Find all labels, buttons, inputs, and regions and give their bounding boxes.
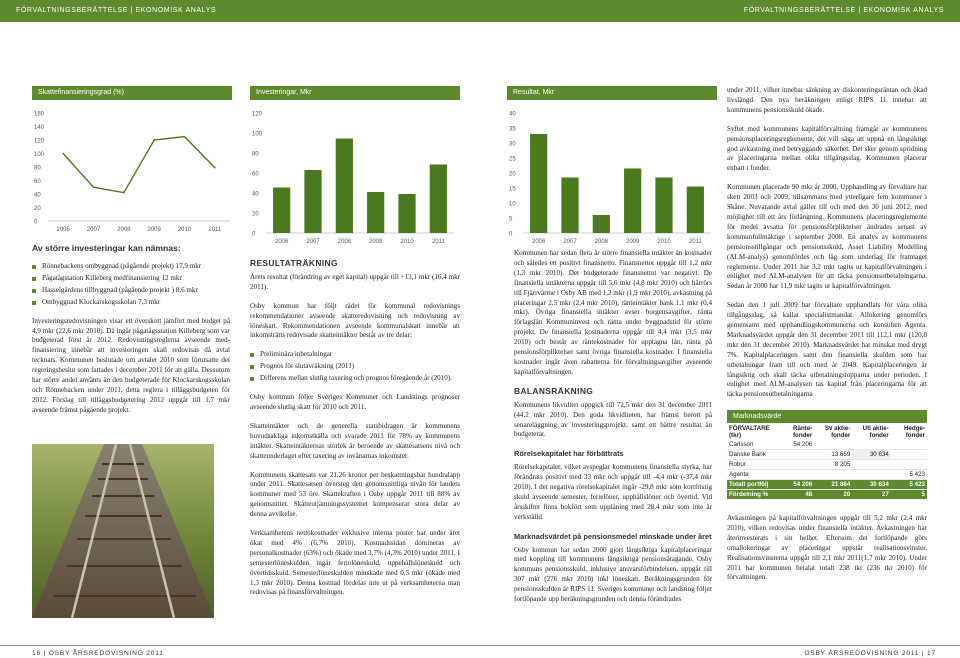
pension-paragraph: Osby kommun har sedan 2000 gjort långsiktiga kapitalplaceringar med koppling till kommunens långsiktiga pensionsåtagande. Osby kommuns pensionsskuld, inklusive ansvarsförbindelsen, uppgår till 307 mkr (276 mkr 2010) inkl löneskatt. Beräkningsgrunden för pensionsskulden är RIPS 11. Sveriges kommuner och landsting följer fortlöpande upp beräkningsgrunden och denna förändrades xyxy=(514,545,712,604)
right2-paragraph: Sedan den 1 juli 2009 har förvaltare upphandlats för våra olika tillgångsslag, så kallat specialistmandat. Allokering genomförs gemensamt med upphandlingskommunerna och konsulten Agenta. Marknadsvärdet uppgår den 31 december 2011 till 112,1 mkr (120,8 mkr den 31 december 2010). Marknadsvärdet har minskat med drygt 7%. Kapitalplaceringen samt den finansiella skulden som har utbetalningar fram till och med år 2049. Kapitalplaceringen är långsiktig och skall täcka utbetalningstopparna under perioden. I enlighet med ALM-analysen tas kapital från placeringarna för att täcka pensionsutbetalningarna xyxy=(727,301,927,399)
finance-paragraph: Kommunen har sedan flera år större finansiella intäkter än kostnader och således ett positivt finansnetto. Finansnettot uppgår till 1,2 mkr (1,3 mkr 2010). Det budgeterade finansnettot var negativt. De finansiella intäkterna uppgår till 5,6 mkr (4,8 mkr 2010) och härrörs till Fjärrvärme i Osby AB med 1,2 mkr (1,9 mkr 2010), avkastning på placeringar 2,5 mkr (2,4 mkr 2010), ränteintäkter bank 1,1 mkr (0,4 mkr). Övriga finansiella intäkter avser borgensavgifter, ränta förlagslån Kommuninvest och ränta under byggnadstid för större projekt. De finansiella kostnaderna uppgår till 4,4 mkr (3,5 mkr 2010) och består av räntekostnader för upptagna lån, ränta på pensionsförpliktelser samt övriga finansiella kostnader. I finansiella kostnader ingår även rabatterna för förvaltningsavgifter avseende kapitalförvaltningen. xyxy=(514,249,713,376)
mid-paragraph: Årets resultat (förändring av eget kapital) uppgår till +13,1 mkr (16,4 mkr 2011). xyxy=(250,272,460,291)
bar xyxy=(624,169,641,234)
table-cell: 54 206 xyxy=(780,440,814,450)
y-tick-label: 60 xyxy=(252,171,259,178)
line-point xyxy=(153,139,155,141)
table-cell: 48 xyxy=(780,490,814,500)
table-cell: 54 206 xyxy=(780,480,814,490)
table-header: Sv aktie-fonder xyxy=(814,424,852,440)
working-capital-title: Rörelsekapitalet har förbättrats xyxy=(514,449,624,459)
list-item: Hasselgårdens tillbyggnad (pågående projekt ) 8,6 mkr xyxy=(32,286,230,296)
table-cell: 5 xyxy=(891,490,927,500)
bar xyxy=(655,178,672,234)
y-tick-label: 100 xyxy=(34,152,45,158)
table-cell: 30 634 xyxy=(852,450,890,460)
table-cell: 5 423 xyxy=(891,480,927,490)
table-cell: 13 659 xyxy=(814,450,852,460)
y-tick-label: 40 xyxy=(252,191,259,198)
y-tick-label: 30 xyxy=(509,141,516,148)
bar xyxy=(530,134,547,233)
bar xyxy=(367,192,384,233)
table-cell: 30 634 xyxy=(852,480,890,490)
x-tick-label: 2007 xyxy=(563,239,577,245)
y-tick-label: 60 xyxy=(34,179,41,185)
x-tick-label: 2008 xyxy=(594,239,609,245)
investment-paragraph: Investeringsredovisningen visar ett överskott jämfört med budget på 4,9 mkr (22,6 mkr 2010). Då ingår pågatågsstation Killeberg som var budgeterad först år 2012. Redovisningsreglerna avseende med-finansiering innebär att investeringen skall redovisas då avtal tecknats. Kommunen beslutade om avtalet 2010 som förutsatte det regeringsbeslut som fattades i december 2011 för att gälla. Dessutom har större andel använts än den budgeterade för Klockarskogsskolan och Rönnebacken under 2011, detta reglera i tilläggsbudgeten för 2012. Förslag till tilläggsbudgetering 2012 uppgår till 1,7 mkr avseende främst pågående projekt. xyxy=(32,316,230,414)
footer-right: OSBY ÅRSREDOVISNING 2011 | 17 xyxy=(804,650,936,657)
table-header: FÖRVALTARE (tkr) xyxy=(727,424,780,440)
working-capital-paragraph: Rörelsekapitalet, vilket avspeglar kommunens finansiella styrka, har förändrats positivt med 33 mkr och uppgår till -4,4 mkr (-37,4 mkr 2010). I det negativa rörelsekapitalet ingår -29,8 mkr som kortfristig skuld avseende semester, ferielöner, upphållslöner och övertid. Vid årsskiftet finns bokfört som upplåning med 28,4 mkr som inte är verkställd. xyxy=(514,463,712,521)
table-header: Hedge-fonder xyxy=(891,424,927,440)
y-tick-label: 25 xyxy=(509,156,516,163)
y-tick-label: 100 xyxy=(252,131,263,138)
x-tick-label: 2009 xyxy=(625,239,640,245)
x-tick-label: 2008 xyxy=(117,227,131,233)
y-tick-label: 20 xyxy=(509,171,516,178)
x-tick-label: 2011 xyxy=(431,239,445,245)
market-value-table xyxy=(727,424,927,500)
x-tick-label: 2010 xyxy=(400,239,414,245)
chart3-title: Resultat, Mkr xyxy=(507,86,717,100)
mid-paragraph: Verksamhetens nettokostnader exklusive interna poster har under året ökat med 4% (6,7% 2010). Kostnadssidan domineras av personalkostnader (63%) och ökade med 3,7% (4,3% 2010) under 2011. I semesterlöneskulden ingår feriolöneskuld, uppehållslöneskuld och övertidsskuld. Semesterlöneskulden minskade med 0,5 mkr (ökade med 1,3 mkr 2010). Denna kostnad fördelas inte ut på verksamheterna utan redovisas på finansförvaltningen. xyxy=(250,529,460,597)
tax-financing-chart xyxy=(32,103,232,238)
y-tick-label: 140 xyxy=(34,125,45,131)
table-row xyxy=(727,470,927,480)
table-cell xyxy=(891,450,927,460)
table-total-row xyxy=(727,480,927,490)
series-line xyxy=(63,137,215,193)
x-tick-label: 2011 xyxy=(208,227,222,233)
table-cell: 8 205 xyxy=(814,460,852,470)
table-cell xyxy=(852,440,890,450)
table-header: Ränte-fonder xyxy=(780,424,814,440)
market-value-title: Marknadsvärde xyxy=(727,410,927,423)
liquidity-paragraph: Kommunens likviditet uppgick till 72,5 mkr den 31 december 2011 (44,2 mkr 2010). Den goda likviditeten, har främst berott på senareläggning av investeringsprojekt, samt ett bättre resultat än budgeterat. xyxy=(514,400,712,439)
line-point xyxy=(214,167,216,169)
balance-sheet-title: BALANSRÄKNING xyxy=(514,385,594,396)
table-cell: 27 xyxy=(852,490,890,500)
bar xyxy=(398,194,415,233)
table-cell xyxy=(780,460,814,470)
table-row xyxy=(727,440,927,450)
table-cell: Totalt portfölj xyxy=(727,480,780,490)
bar xyxy=(304,170,321,233)
table-cell: Carlsson xyxy=(727,440,780,450)
bar xyxy=(336,139,353,234)
x-tick-label: 2009 xyxy=(147,227,161,233)
mid-paragraph: Skatteintäkter och de generella statsbidragen är kommunens huvudsakliga inkomstkälla och svarade 2011 för 78% av kommunens intäkter. Skatteintäkternas storlek är beroende av skattesatsens nivå och skatteunderlaget efter taxering av invånarnas inkomster. xyxy=(250,421,460,460)
list-item: Differens mellan slutlig taxering och prognos föregående år (2010). xyxy=(250,374,460,384)
income-statement-title: RESULTATRÄKNING xyxy=(250,258,338,268)
investment-list xyxy=(32,262,230,308)
table-cell: Agenta xyxy=(727,470,780,480)
x-tick-label: 2009 xyxy=(368,239,383,245)
table-cell xyxy=(814,440,852,450)
x-tick-label: 2008 xyxy=(337,239,352,245)
x-tick-label: 2010 xyxy=(177,227,192,233)
header-left: FÖRVALTNINGSBERÄTTELSE | EKONOMISK ANALYS xyxy=(16,7,217,14)
x-tick-label: 2006 xyxy=(274,239,289,245)
list-item: Pågatågstation Killeberg medfinansiering 12 mkr xyxy=(32,274,230,284)
bar xyxy=(561,178,578,234)
header-bar xyxy=(0,0,960,22)
table-row xyxy=(727,450,927,460)
table-cell: 20 xyxy=(814,490,852,500)
right2-paragraph: Kommunen placerade 90 mkr år 2000. Upphandling av förvaltare har skett 2003 och 2009, tillsammans med ytterligare fem kommuner i Skåne. Nuvarande avtal gäller till och med den 30 juni 2012, med möjlighet till ett års förlängning. Kommunens placeringsreglemente för medel avsatta för pensionsförpliktelser ändrades senast av kommunfullmäktige i september 2008. En analys av kommunens pensionsstillgångar och pensionsskuld, Asset Liability Modelling (ALM-analys) genomfördes och låg som underlag för framtaget reglemente. Under 2011 har 3,2 mkr tagits ur kapitalförvaltningen i enlighet med ALM-analysen för att täcka pensionsutbetalningarna. Sedan år 2000 har 11,9 mkr tagits ur kapitalförvaltningen. xyxy=(727,183,927,291)
right2-paragraph: Syftet med kommunens kapitalförvaltning framgår av kommunens pensionsplaceringsreglemente, det vill säga att uppnå en långsiktigt god avkastning med betryggande säkerhet. Det sker genom spridning av placeringarna mellan olika tillgångsslag. Kommunen placerar enbart i fonder. xyxy=(727,124,927,173)
y-tick-label: 120 xyxy=(34,138,45,145)
table-row xyxy=(727,460,927,470)
chart2-title: Investeringar, Mkr xyxy=(250,86,460,100)
x-tick-label: 2011 xyxy=(688,239,702,245)
list-item: Prognos för slutavräkning (2011) xyxy=(250,362,460,372)
footer-line xyxy=(0,645,960,646)
x-tick-label: 2007 xyxy=(306,239,320,245)
mid-paragraph: Kommunens skattesats var 21,26 kronor per beskattningsbar hundralapp under 2011. Skattesatsen översteg den genomsnittliga nivån för landets kommuner med 53 öre. Skattekraften i Osby uppgår 2011 till 88% av genomsnittet. Skatteutjämningssystemet kompenserar stora delar av denna avvikelse. xyxy=(250,470,460,519)
mid-paragraph: Osby kommun har följt rådet för kommunal redovisnings rekommendationer avseende skatteredovisning och redovisning av löneskatt. Rekommendationen avseende kommunalskatt innebär att inkomsträtts redovisade skatteintäkter består av tre delar: xyxy=(250,301,460,340)
x-tick-label: 2007 xyxy=(86,227,101,233)
table-cell xyxy=(780,470,814,480)
table-distribution-row xyxy=(727,490,927,500)
y-tick-label: 40 xyxy=(34,192,41,199)
tax-list xyxy=(250,350,460,384)
table-cell: 5 423 xyxy=(891,470,927,480)
list-item: Ombyggnad Klockarskogsskolan 7,3 mkr xyxy=(32,298,230,308)
y-tick-label: 10 xyxy=(509,201,516,208)
y-tick-label: 35 xyxy=(509,126,516,133)
table-cell xyxy=(852,460,890,470)
table-cell: 21 864 xyxy=(814,480,852,490)
result-chart xyxy=(507,103,717,248)
y-tick-label: 15 xyxy=(509,186,516,193)
table-cell xyxy=(891,460,927,470)
table-cell xyxy=(780,450,814,460)
table-cell: Danske Bank xyxy=(727,450,780,460)
y-tick-label: 80 xyxy=(252,151,259,158)
right2-paragraph: under 2011, vilket innebar sänkning av diskonteringsräntan och ökad livslängd. Den nya beräkningen enligt RIPS 11 innebar att kommunens pensionsskuld ökade. xyxy=(727,86,927,114)
table-cell xyxy=(814,470,852,480)
line-point xyxy=(62,153,64,155)
bar xyxy=(593,215,610,233)
right-column-2 xyxy=(727,86,927,409)
y-tick-label: 0 xyxy=(34,219,38,226)
pension-title: Marknadsvärdet på pensionsmedel minskade under året xyxy=(514,531,712,541)
railway-photo xyxy=(32,444,214,618)
table-cell: Fördelning % xyxy=(727,490,780,500)
right-column-1 xyxy=(514,249,712,614)
y-tick-label: 120 xyxy=(252,111,263,118)
investments-heading: Av större investeringar kan nämnas: xyxy=(32,243,181,253)
y-tick-label: 40 xyxy=(509,111,516,118)
mid-column xyxy=(250,255,460,607)
y-tick-label: 0 xyxy=(252,231,256,238)
left-column xyxy=(32,262,230,425)
y-tick-label: 20 xyxy=(34,206,41,212)
return-column xyxy=(727,514,927,592)
investments-chart xyxy=(250,103,460,248)
table-cell: Robur xyxy=(727,460,780,470)
table-cell xyxy=(891,440,927,450)
header-right: FÖRVALTNINGSBERÄTTELSE | EKONOMISK ANALYS xyxy=(743,7,944,14)
footer-left: 16 | OSBY ÅRSREDOVISNING 2011 xyxy=(32,650,164,657)
line-point xyxy=(93,186,95,188)
bar xyxy=(430,165,447,234)
return-paragraph: Avkastningen på kapitalförvaltningen uppgår till 5,2 mkr (2,4 mkr 2010), vilken redovisas under finansiella intäkter. Avkastningen har återinvesterats i sin helhet. Eftersom det fortlöpande görs omallokeringar av placeringar uppstår realisationsvinster. Realisationsvinsterna uppgår till 2,1 mkr 2011(1,7 mkr 2010). Under 2011 har kommunen betalat totalt 238 tkr (236 tkr 2010) för förvaltningen. xyxy=(727,514,927,582)
line-point xyxy=(184,136,186,138)
y-tick-label: 160 xyxy=(34,111,45,118)
y-tick-label: 20 xyxy=(252,211,259,218)
list-item: Rönnebackens ombyggnad (pågående projekt) 17,9 mkr xyxy=(32,262,230,272)
table-header: Utl aktie-fonder xyxy=(852,424,890,440)
y-tick-label: 0 xyxy=(509,231,513,238)
mid-paragraph: Osby kommun följer Sveriges Kommuner och Landstings prognoser avseende slutlig skatt för 2010 och 2011. xyxy=(250,393,460,411)
bar xyxy=(687,187,704,234)
x-tick-label: 2006 xyxy=(56,227,70,233)
x-tick-label: 2006 xyxy=(531,239,546,245)
x-tick-label: 2010 xyxy=(657,239,671,245)
bar xyxy=(273,188,290,234)
list-item: Preliminära inbetalningar xyxy=(250,350,460,360)
chart1-title: Skattefinansieringsgrad (%) xyxy=(32,86,232,100)
table-cell xyxy=(852,470,890,480)
y-tick-label: 80 xyxy=(34,165,41,172)
line-point xyxy=(123,192,125,194)
y-tick-label: 5 xyxy=(509,216,513,223)
